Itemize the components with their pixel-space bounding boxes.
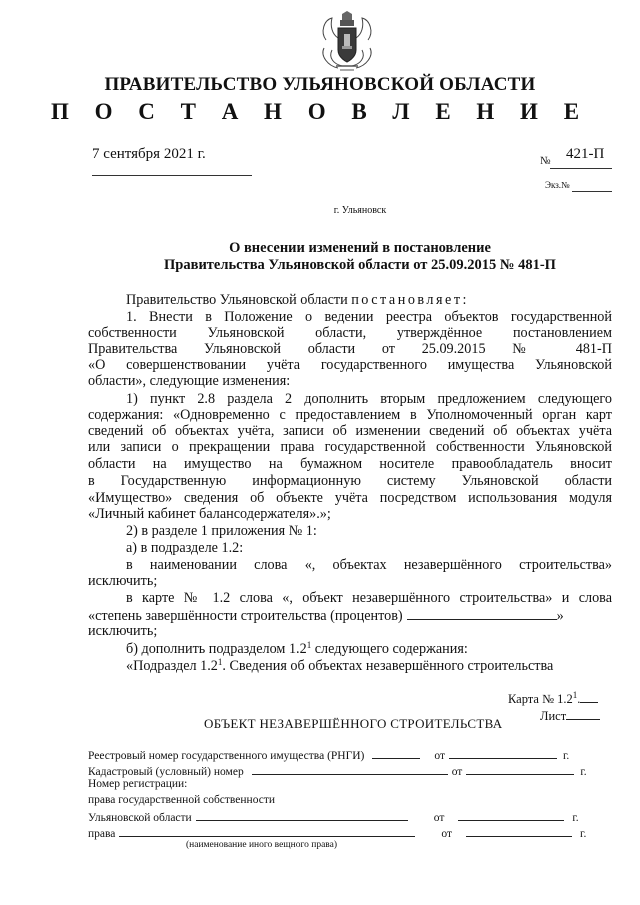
intro-text: Правительство Ульяновской области [126,292,352,308]
body-line-11: в Государственную информационную систему Ульяновской области [88,473,612,489]
body-line-2: собственности Ульяновской области, утверждённое постановлением [88,325,612,341]
document-type-title: П О С Т А Н О В Л Е Н И Е [50,99,590,124]
year-label: г. [580,828,587,840]
rights-caption: (наименование иного вещного права) [186,840,338,850]
reg-number-field [372,746,420,759]
body-line-20: исключить; [88,623,158,639]
form-row-reg-number [88,746,569,762]
coat-of-arms-emblem [318,10,376,74]
body-line-6: 1) пункт 2.8 раздела 2 дополнить вторым предложением следующего [126,391,612,407]
state-rights-label: права государственной собственности [88,794,276,806]
from-label: от [441,828,453,840]
sheet-underline [566,707,600,720]
card-label [508,690,598,707]
from-label: от [451,766,463,778]
body-line-13: «Личный кабинет балансодержателя».»; [88,506,331,522]
body-line-21-end: следующего содержания: [311,641,468,657]
from-label: от [433,812,445,824]
body-line-17: исключить; [88,573,158,589]
sheet-text: Лист [540,709,567,723]
cadastral-label: Кадастровый (условный) номер [88,766,244,778]
number-label: № [540,155,551,167]
form-row-region [88,808,579,824]
government-title: ПРАВИТЕЛЬСТВО УЛЬЯНОВСКОЙ ОБЛАСТИ [104,74,536,95]
body-line-12: «Имущество» сведения об объекте учёта посредством использования модуля [88,490,612,506]
sheet-label [540,707,600,724]
body-line-14: 2) в разделе 1 приложения № 1: [126,523,317,539]
document-date: 7 сентября 2021 г. [92,146,206,162]
year-label: г. [563,750,570,762]
region-label: Ульяновской области [88,812,192,824]
superscript: 1 [306,640,312,650]
body-line-15: а) в подразделе 1.2: [126,540,244,556]
blank-underline [407,607,557,620]
body-line-9: или записи о прекращении права государственной собственности Ульяновской [88,439,612,455]
superscript: 1 [572,690,578,700]
card-underline [580,690,598,703]
body-line-1: 1. Внести в Положение о ведении реестра объектов государственной [126,309,612,325]
body-line-4: «О совершенствовании учёта государственного имущества Ульяновской [88,357,612,373]
intro-paragraph [88,292,612,308]
year-label: г. [572,812,579,824]
body-line-19-text: «степень завершённости строительства (процентов) [88,608,403,624]
card-dot: . [577,692,581,706]
region-date-field [458,808,564,821]
body-line-8: сведений об объектах учёта, записи об изменении сведений об объектах учёта [88,423,612,439]
date-underline [92,175,252,176]
body-line-7: содержания: «Одновременно с предоставлением в Уполномоченный орган карт [88,407,612,423]
from-label: от [434,750,446,762]
form-row-cadastral [88,762,587,778]
body-line-21 [88,641,640,657]
form-row-rights [88,824,586,840]
region-field [196,808,408,821]
copy-underline [572,191,612,192]
body-line-22-text: «Подраздел 1.2 [126,658,218,674]
cadastral-date-field [466,762,574,775]
document-number: 421-П [566,146,605,162]
number-underline [550,168,612,169]
year-label: г. [580,766,587,778]
card-text: Карта № 1.2 [508,692,573,706]
reg-date-field [449,746,557,759]
cadastral-field [252,762,448,775]
body-line-19 [88,607,612,624]
body-line-16: в наименовании слова «, объектах незавершённого строительства» [126,557,612,573]
body-line-21-text: б) дополнить подразделом 1.2 [126,641,307,657]
rights-label: права [88,828,116,840]
rights-field [119,824,415,837]
reg-number-label: Реестровый номер государственного имущества (РНГИ) [88,750,365,762]
subject-line-1: О внесении изменений в постановление [229,240,491,256]
superscript: 1 [217,657,223,667]
city-name: г. Ульяновск [333,205,387,216]
copy-label: Экз.№ [545,180,570,190]
rights-date-field [466,824,572,837]
intro-verb: постановляет: [351,292,469,308]
form-title: ОБЪЕКТ НЕЗАВЕРШЁННОГО СТРОИТЕЛЬСТВА [204,716,503,731]
body-line-3: Правительства Ульяновской области от 25.09.2015 № 481-П [88,341,612,357]
body-line-22 [88,658,640,674]
body-line-10: области на имущество на бумажном носителе правообладатель вносит [88,456,612,472]
body-line-22-end: . Сведения об объектах незавершённого строительства [222,658,554,674]
body-line-19-end: » [556,608,564,624]
registration-number-label: Номер регистрации: [88,778,188,790]
body-line-18: в карте № 1.2 слова «, объект незавершённого строительства» и слова [126,590,612,606]
subject-line-2: Правительства Ульяновской области от 25.09.2015 № 481-П [164,257,556,273]
body-line-5: области», следующие изменения: [88,373,291,389]
